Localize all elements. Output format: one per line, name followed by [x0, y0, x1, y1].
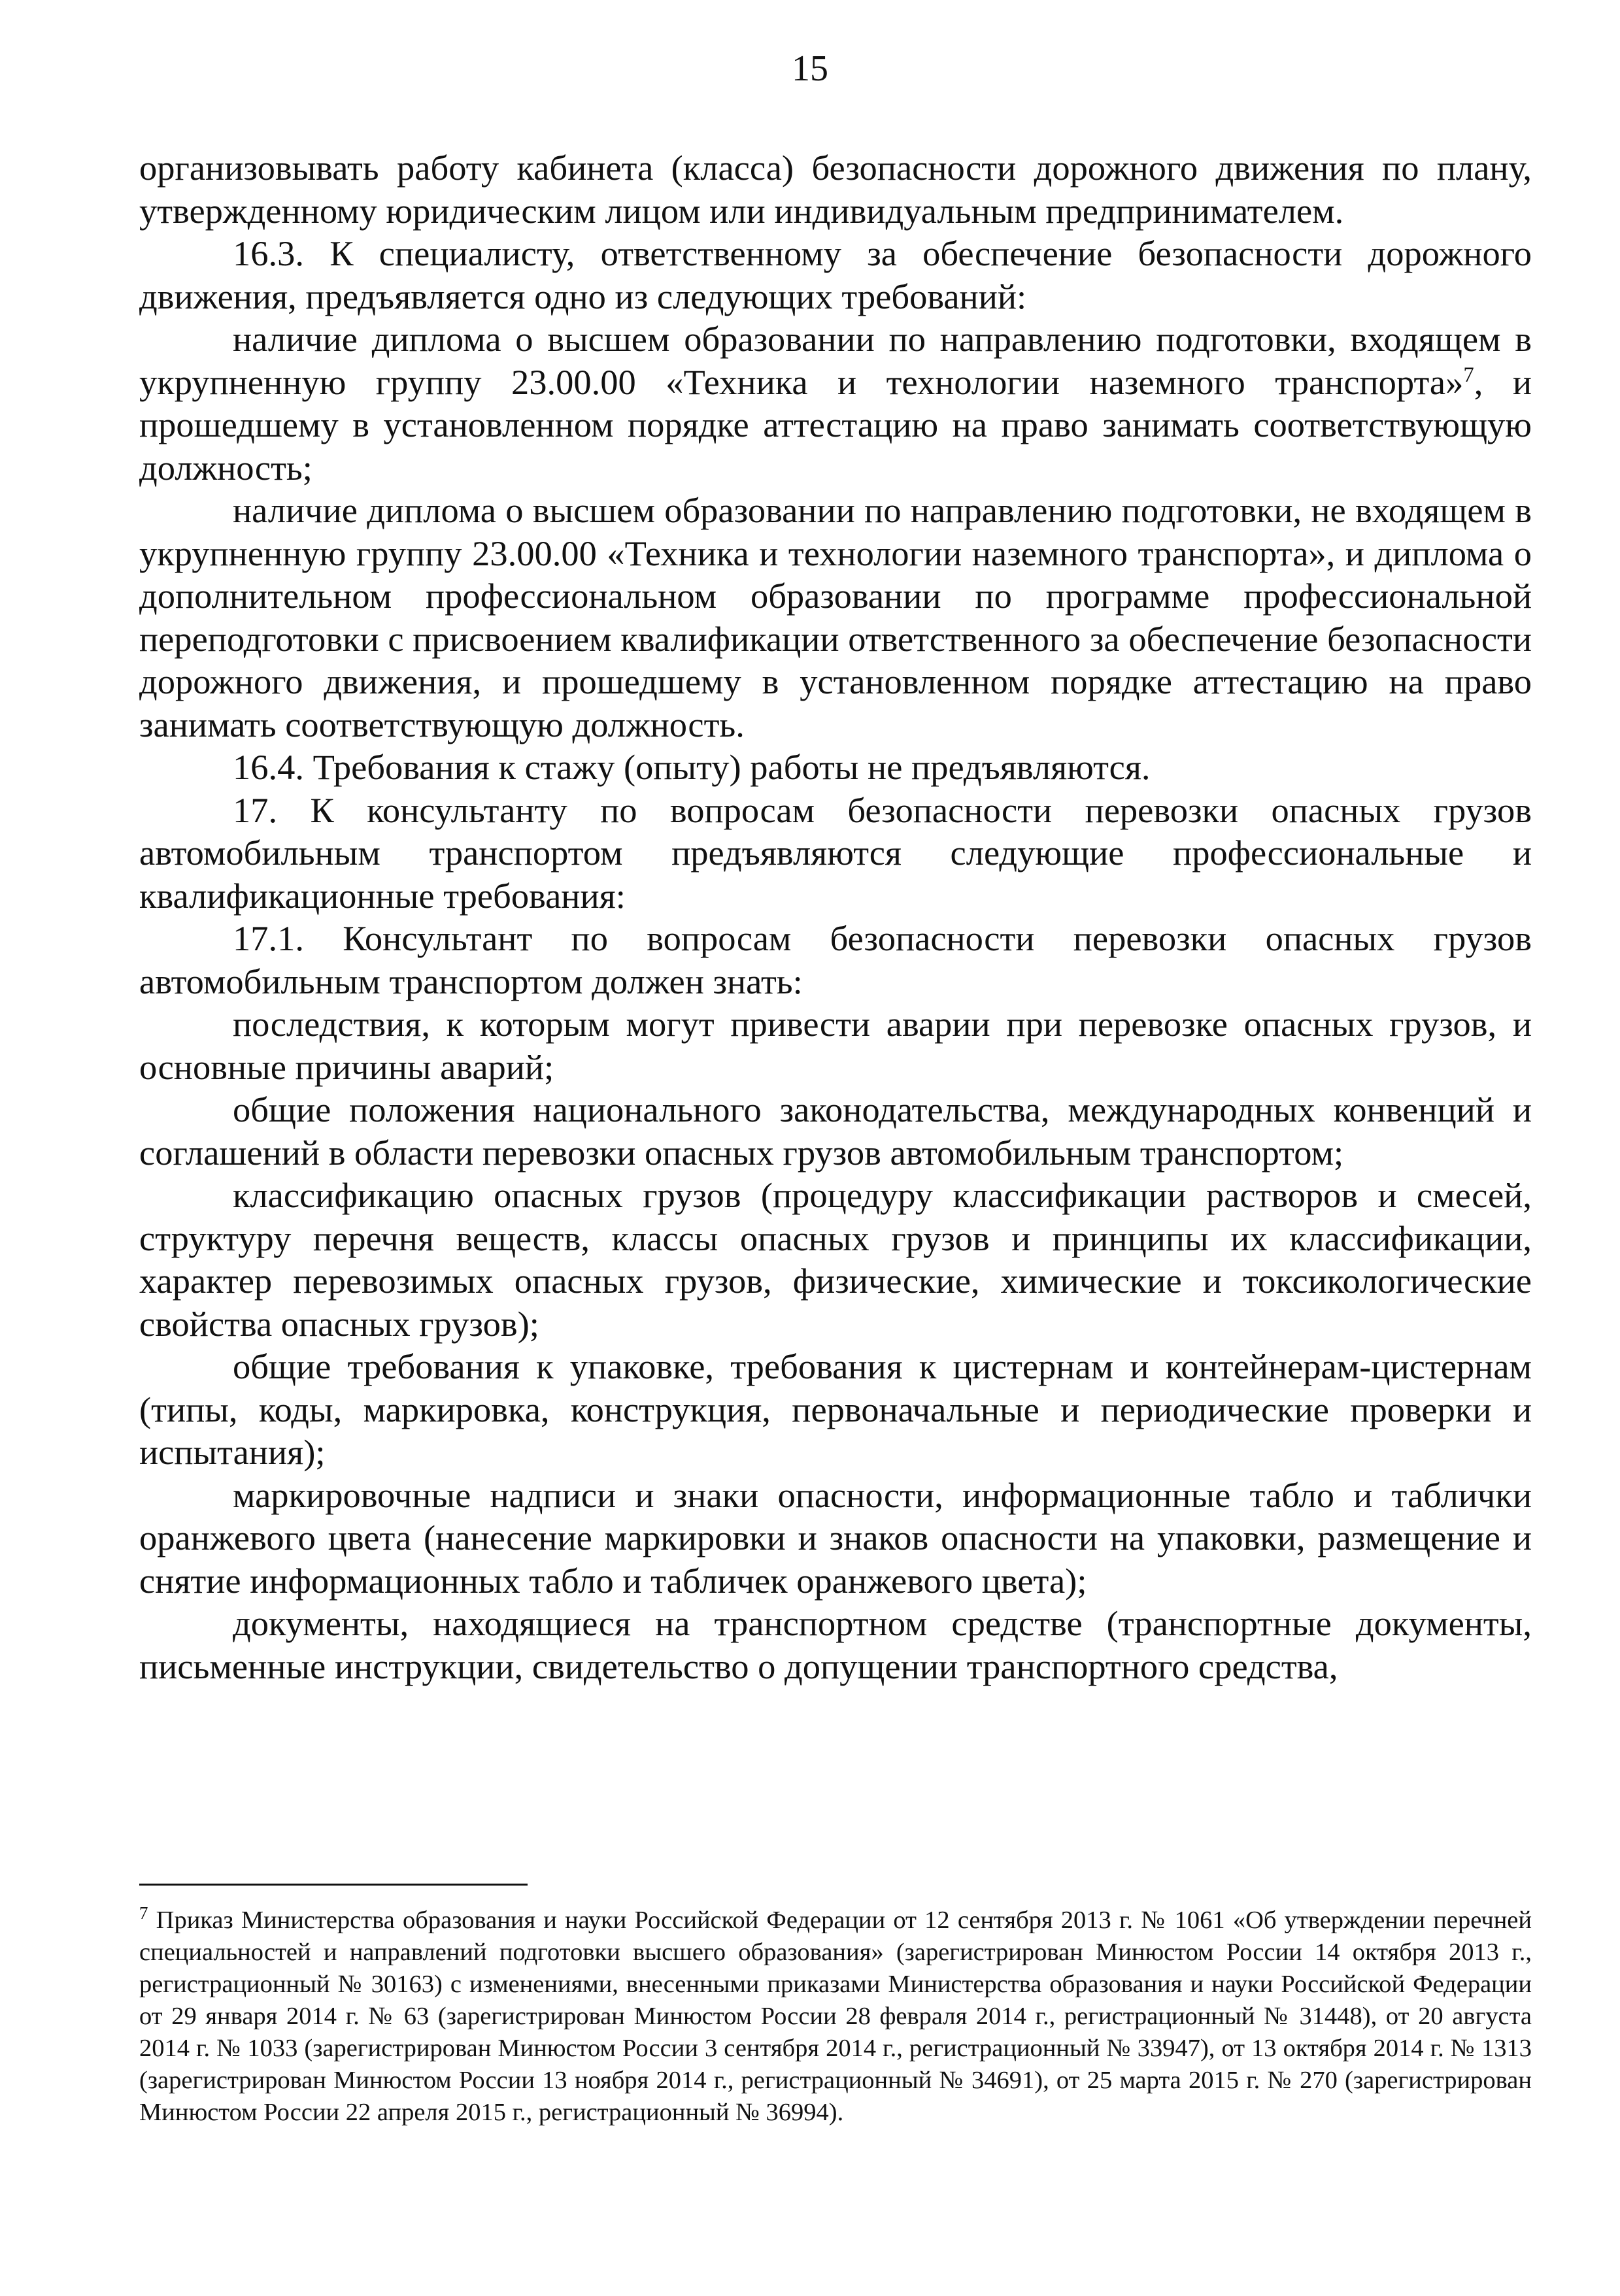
- list-item-markings: маркировочные надписи и знаки опасности, информационные табло и таблички оранжевого цвета (нанесение маркировки и знаков опасности на упаковки, размещение и снятие информационных табло и табличек оранжевого цвета);: [139, 1474, 1532, 1601]
- requirement-1-text-before: наличие диплома о высшем образовании по направлению подготовки, входящем в укрупненную группу 23.00.00 «Техника и технологии наземного транспорта»: [139, 319, 1532, 402]
- requirement-1-text-after: , и прошедшему в установленном порядке аттестацию на право занимать соответствующую должность;: [139, 361, 1532, 488]
- list-item-packaging: общие требования к упаковке, требования к цистернам и контейнерам-цистернам (типы, коды, маркировка, конструкция, первоначальные и периодические проверки и испытания);: [139, 1346, 1532, 1472]
- footnote: [139, 1905, 1532, 2129]
- list-item-classification: классификацию опасных грузов (процедуру классификации растворов и смесей, структуру перечня веществ, классы опасных грузов и принципы их классификации, характер перевозимых опасных грузов, физические, химические и токсикологические свойства опасных грузов);: [139, 1175, 1532, 1344]
- page-number: 15: [792, 48, 828, 89]
- footnote-marker: 7: [139, 1903, 148, 1923]
- paragraph-16-4: 16.4. Требования к стажу (опыту) работы не предъявляются.: [233, 747, 1151, 787]
- paragraph-requirement-2: наличие диплома о высшем образовании по направлению подготовки, не входящем в укрупненную группу 23.00.00 «Техника и технологии наземного транспорта», и диплома о дополнительном профессиональном образовании по программе профессиональной переподготовки с присвоением квалификации ответственного за обеспечение безопасности дорожного движения, и прошедшему в установленном порядке аттестацию на право занимать соответствующую должность.: [139, 490, 1532, 744]
- list-item-consequences: последствия, к которым могут привести аварии при перевозке опасных грузов, и основные причины аварий;: [139, 1004, 1532, 1087]
- paragraph-17-1: 17.1. Консультант по вопросам безопасности перевозки опасных грузов автомобильным транспортом должен знать:: [139, 918, 1532, 1001]
- paragraph-continuation: организовывать работу кабинета (класса) безопасности дорожного движения по плану, утвержденному юридическим лицом или индивидуальным предпринимателем.: [139, 148, 1532, 231]
- list-item-documents: документы, находящиеся на транспортном средстве (транспортные документы, письменные инструкции, свидетельство о допущении транспортного средства,: [139, 1603, 1532, 1686]
- footnote-text: Приказ Министерства образования и науки Российской Федерации от 12 сентября 2013 г. № 1061 «Об утверждении перечней специальностей и направлений подготовки высшего образования» (зарегистрирован Минюстом России 14 октября 2013 г., регистрационный № 30163) с изменениями, внесенными приказами Министерства образования и науки Российской Федерации от 29 января 2014 г. № 63 (зарегистрирован Минюстом России 28 февраля 2014 г., регистрационный № 31448), от 20 августа 2014 г. № 1033 (зарегистрирован Минюстом России 3 сентября 2014 г., регистрационный № 33947), от 13 октября 2014 г. № 1313 (зарегистрирован Минюстом России 13 ноября 2014 г., регистрационный № 34691), от 25 марта 2015 г. № 270 (зарегистрирован Минюстом России 22 апреля 2015 г., регистрационный № 36994).: [139, 1906, 1532, 2126]
- footnote-reference: 7: [1463, 363, 1474, 387]
- paragraph-16-3: 16.3. К специалисту, ответственному за обеспечение безопасности дорожного движения, предъявляется одно из следующих требований:: [139, 233, 1532, 316]
- list-item-general-provisions: общие положения национального законодательства, международных конвенций и соглашений в области перевозки опасных грузов автомобильным транспортом;: [139, 1090, 1532, 1173]
- paragraph-requirement-1: [139, 318, 1532, 489]
- document-body: [139, 146, 1532, 1688]
- footnote-divider: [139, 1884, 528, 1886]
- paragraph-17: 17. К консультанту по вопросам безопасности перевозки опасных грузов автомобильным транспортом предъявляются следующие профессиональные и квалификационные требования:: [139, 790, 1532, 916]
